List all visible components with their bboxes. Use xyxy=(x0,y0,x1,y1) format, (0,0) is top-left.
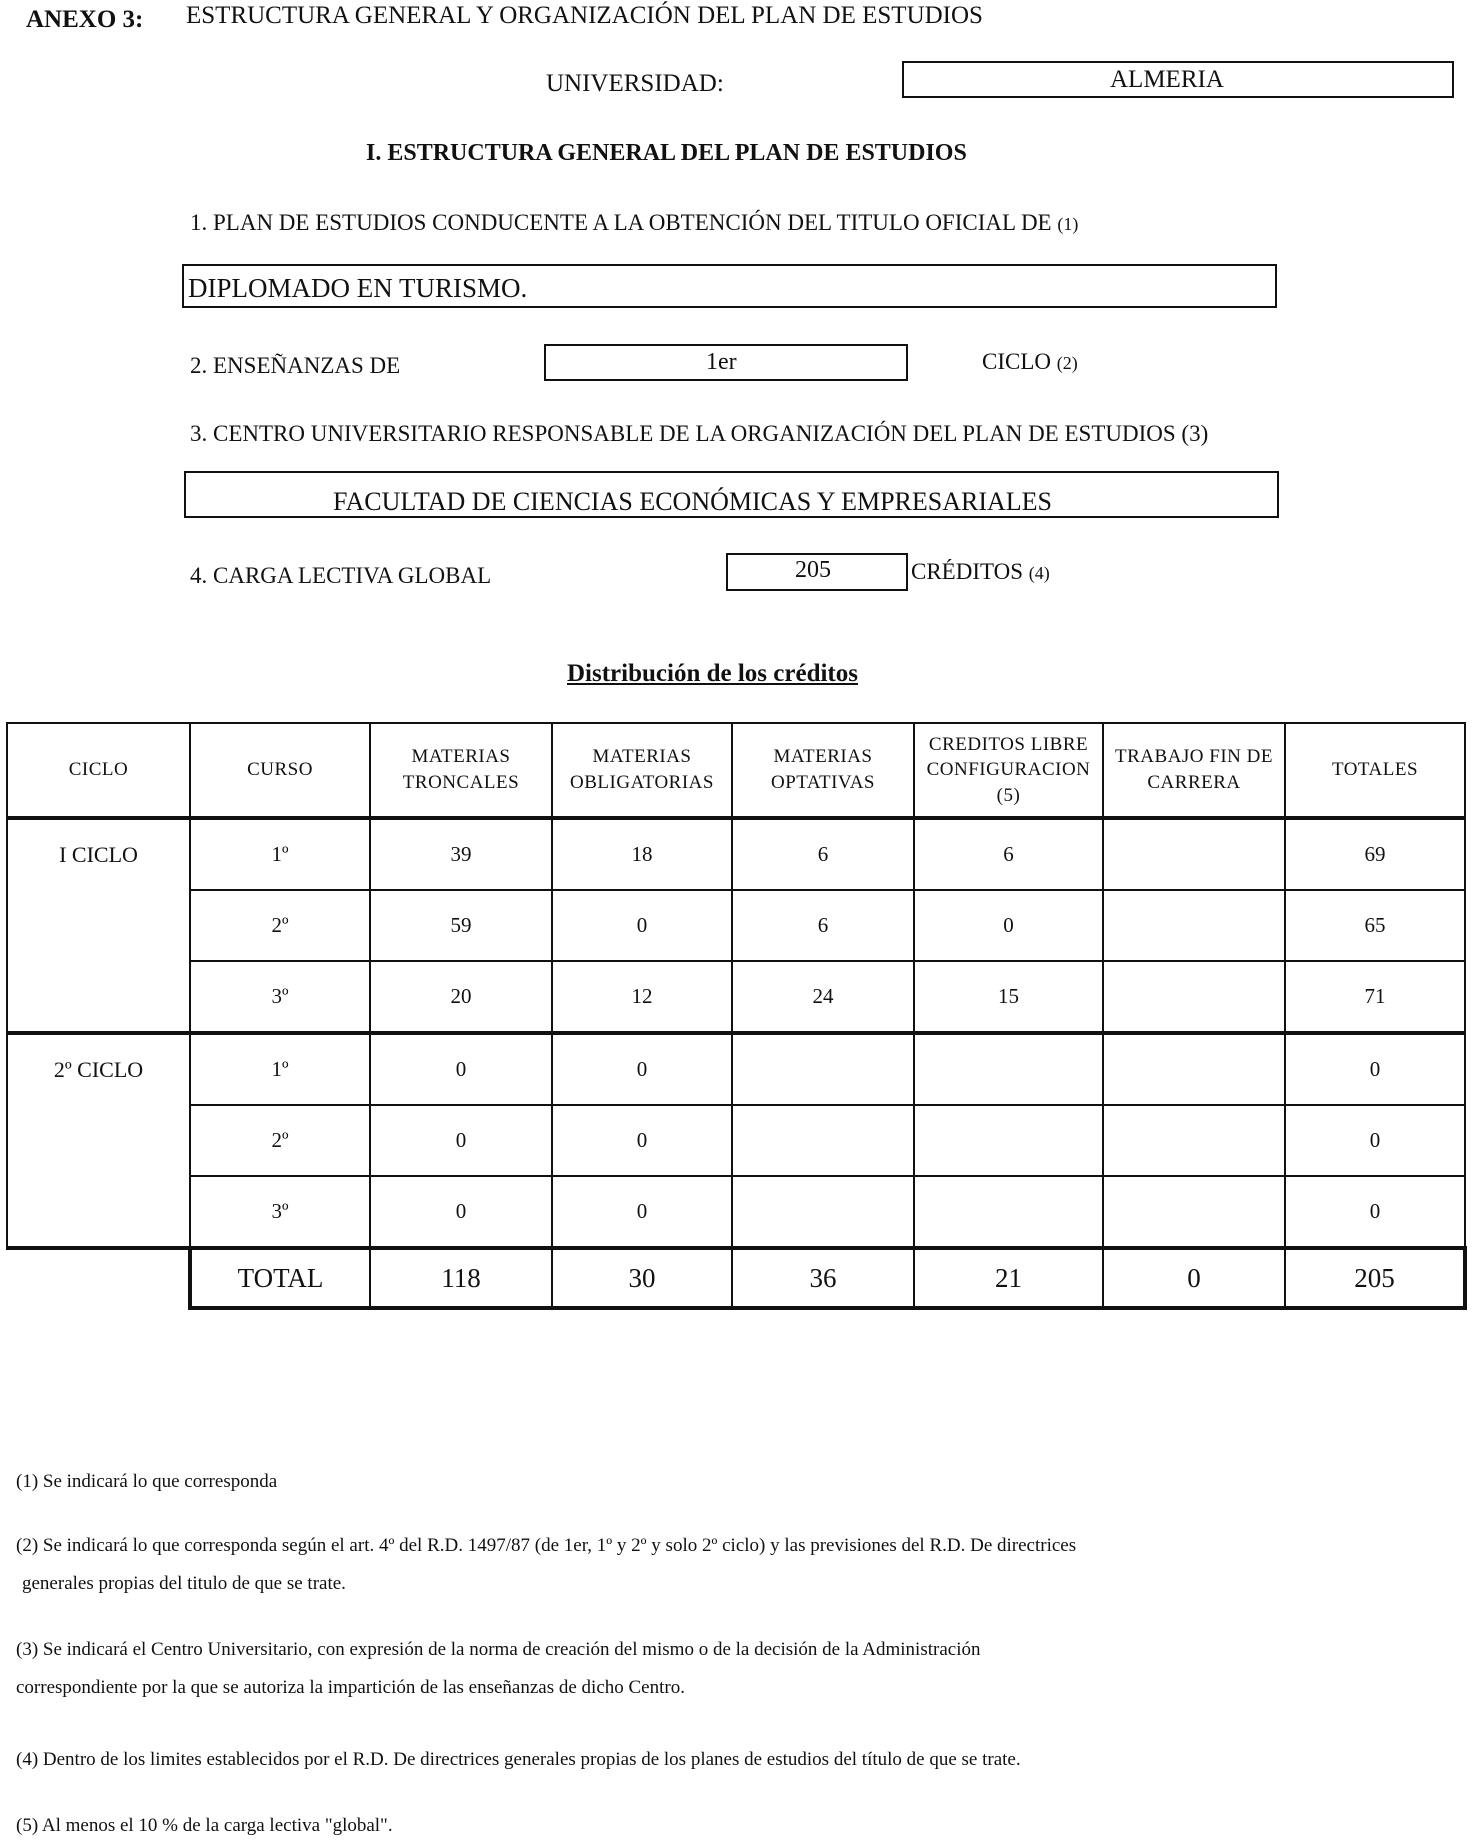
header-libre-l2: CONFIGURACION xyxy=(926,759,1091,781)
cell-troncales: 20 xyxy=(370,961,552,1033)
header-optativas xyxy=(732,723,914,818)
cell-troncales: 0 xyxy=(370,1105,552,1176)
q1-value: DIPLOMADO EN TURISMO. xyxy=(188,273,528,303)
q2-label: 2. ENSEÑANZAS DE xyxy=(190,353,401,378)
total-total: 205 xyxy=(1285,1248,1465,1308)
header-obligatorias-l2: OBLIGATORIAS xyxy=(570,772,714,793)
cell-libre: 0 xyxy=(914,890,1103,961)
cell-curso: 3º xyxy=(190,1176,370,1248)
cell-troncales: 39 xyxy=(370,818,552,890)
cell-obligatorias: 0 xyxy=(552,1033,732,1105)
footnote-4: (4) Dentro de los limites establecidos por el R.D. De directrices generales propias de los planes de estudios del título de que se trate. xyxy=(16,1749,1021,1770)
footnote-1: (1) Se indicará lo que corresponda xyxy=(16,1471,278,1492)
header-optativas-l1: MATERIAS xyxy=(773,746,873,768)
cell-optativas: 6 xyxy=(732,890,914,961)
cycle2-label: 2º CICLO xyxy=(7,1033,190,1248)
table-row xyxy=(7,961,1465,1033)
header-libre xyxy=(914,723,1103,818)
cell-total: 0 xyxy=(1285,1033,1465,1105)
q4-suffix xyxy=(911,559,1050,585)
header-libre-l1: CREDITOS LIBRE xyxy=(928,733,1089,755)
cell-libre: 6 xyxy=(914,818,1103,890)
cell-trabajo xyxy=(1103,1033,1285,1105)
cell-total: 65 xyxy=(1285,890,1465,961)
table-title: Distribución de los créditos xyxy=(567,660,858,687)
header-obligatorias xyxy=(552,723,732,818)
q4-label: 4. CARGA LECTIVA GLOBAL xyxy=(190,563,492,588)
header-libre-l3: (5) xyxy=(996,784,1021,806)
cell-libre xyxy=(914,1105,1103,1176)
cell-troncales: 0 xyxy=(370,1033,552,1105)
header-troncales xyxy=(370,723,552,818)
q4-value: 205 xyxy=(795,557,831,583)
footnote-2a: (2) Se indicará lo que corresponda según el art. 4º del R.D. 1497/87 (de 1er, 1º y 2º y solo 2º ciclo) y las previsiones del R.D. De directrices xyxy=(16,1535,1077,1556)
cell-curso: 2º xyxy=(190,890,370,961)
table-row xyxy=(7,818,1465,890)
cell-total: 71 xyxy=(1285,961,1465,1033)
section-title: I. ESTRUCTURA GENERAL DEL PLAN DE ESTUDIOS xyxy=(366,140,967,166)
q2-note: (2) xyxy=(1056,353,1078,373)
cell-obligatorias: 0 xyxy=(552,1176,732,1248)
total-optativas: 36 xyxy=(732,1248,914,1308)
credits-table xyxy=(6,722,1467,1310)
header-obligatorias-l1: MATERIAS xyxy=(592,746,692,768)
q4-note: (4) xyxy=(1028,563,1050,583)
total-row xyxy=(7,1248,1465,1308)
total-spacer xyxy=(7,1248,190,1308)
total-libre: 21 xyxy=(914,1248,1103,1308)
header-totales: TOTALES xyxy=(1285,723,1465,818)
cell-trabajo xyxy=(1103,1176,1285,1248)
header-troncales-l1: MATERIAS xyxy=(411,746,511,768)
q2-suffix-text: CICLO xyxy=(982,349,1051,374)
q1-label xyxy=(190,210,1078,236)
annex-title: ESTRUCTURA GENERAL Y ORGANIZACIÓN DEL PLAN DE ESTUDIOS xyxy=(186,2,983,29)
footnote-5: (5) Al menos el 10 % de la carga lectiva "global". xyxy=(16,1815,393,1836)
table-row xyxy=(7,890,1465,961)
cell-troncales: 59 xyxy=(370,890,552,961)
cell-obligatorias: 12 xyxy=(552,961,732,1033)
cell-libre xyxy=(914,1033,1103,1105)
header-trabajo xyxy=(1103,723,1285,818)
cell-optativas xyxy=(732,1105,914,1176)
cell-libre xyxy=(914,1176,1103,1248)
cell-optativas xyxy=(732,1176,914,1248)
cell-trabajo xyxy=(1103,890,1285,961)
cell-trabajo xyxy=(1103,1105,1285,1176)
total-trabajo: 0 xyxy=(1103,1248,1285,1308)
cell-optativas: 24 xyxy=(732,961,914,1033)
cell-obligatorias: 18 xyxy=(552,818,732,890)
cell-optativas: 6 xyxy=(732,818,914,890)
q3-value: FACULTAD DE CIENCIAS ECONÓMICAS Y EMPRESARIALES xyxy=(333,487,1052,516)
cell-trabajo xyxy=(1103,961,1285,1033)
footnote-3b: correspondiente por la que se autoriza la impartición de las enseñanzas de dicho Centro. xyxy=(16,1677,685,1698)
cell-curso: 3º xyxy=(190,961,370,1033)
table-row xyxy=(7,1176,1465,1248)
footnote-2b: generales propias del titulo de que se trate. xyxy=(22,1573,346,1594)
q1-note: (1) xyxy=(1057,214,1079,234)
university-label: UNIVERSIDAD: xyxy=(546,70,724,97)
q3-label: 3. CENTRO UNIVERSITARIO RESPONSABLE DE LA ORGANIZACIÓN DEL PLAN DE ESTUDIOS (3) xyxy=(190,421,1209,446)
header-row xyxy=(7,723,1465,818)
cell-libre: 15 xyxy=(914,961,1103,1033)
cell-curso: 1º xyxy=(190,818,370,890)
header-trabajo-l2: CARRERA xyxy=(1147,772,1241,793)
total-obligatorias: 30 xyxy=(552,1248,732,1308)
q1-label-text: 1. PLAN DE ESTUDIOS CONDUCENTE A LA OBTENCIÓN DEL TITULO OFICIAL DE xyxy=(190,210,1052,235)
cell-obligatorias: 0 xyxy=(552,1105,732,1176)
annex-label: ANEXO 3: xyxy=(26,6,144,33)
cell-troncales: 0 xyxy=(370,1176,552,1248)
cell-total: 0 xyxy=(1285,1105,1465,1176)
cell-curso: 1º xyxy=(190,1033,370,1105)
total-label: TOTAL xyxy=(190,1248,370,1308)
header-ciclo: CICLO xyxy=(7,723,190,818)
cell-total: 69 xyxy=(1285,818,1465,890)
table-row xyxy=(7,1105,1465,1176)
cell-trabajo xyxy=(1103,818,1285,890)
cycle1-label: I CICLO xyxy=(7,818,190,1033)
header-trabajo-l1: TRABAJO FIN DE xyxy=(1115,746,1273,768)
total-troncales: 118 xyxy=(370,1248,552,1308)
university-value: ALMERIA xyxy=(1110,66,1224,93)
cell-optativas xyxy=(732,1033,914,1105)
q4-suffix-text: CRÉDITOS xyxy=(911,559,1024,584)
q2-value: 1er xyxy=(706,349,737,375)
q2-suffix xyxy=(982,349,1078,375)
cell-total: 0 xyxy=(1285,1176,1465,1248)
header-curso: CURSO xyxy=(190,723,370,818)
cell-obligatorias: 0 xyxy=(552,890,732,961)
header-optativas-l2: OPTATIVAS xyxy=(771,772,875,793)
footnote-3a: (3) Se indicará el Centro Universitario, con expresión de la norma de creación del mismo o de la decisión de la Administración xyxy=(16,1639,981,1660)
header-troncales-l2: TRONCALES xyxy=(402,772,520,793)
table-row xyxy=(7,1033,1465,1105)
cell-curso: 2º xyxy=(190,1105,370,1176)
